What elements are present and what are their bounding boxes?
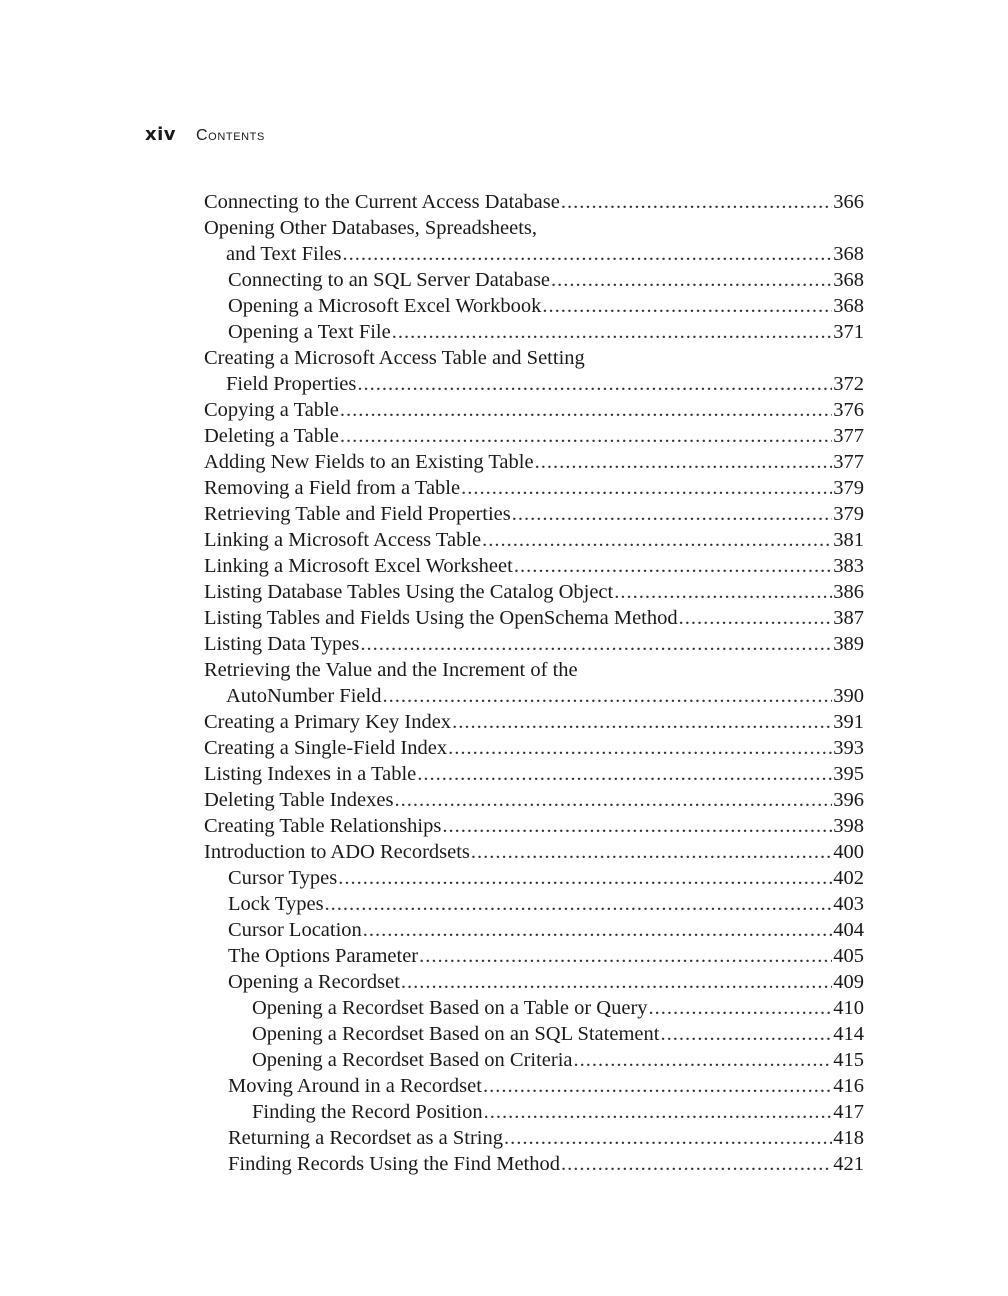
toc-entry[interactable] xyxy=(204,761,864,787)
toc-entry[interactable] xyxy=(204,1125,864,1151)
dot-leader xyxy=(338,865,832,891)
toc-entry[interactable] xyxy=(204,813,864,839)
toc-page-number: 366 xyxy=(833,191,864,213)
toc-entry[interactable] xyxy=(204,475,864,501)
toc-entry[interactable] xyxy=(204,683,864,709)
toc-page-number: 409 xyxy=(833,971,864,993)
toc-entry[interactable] xyxy=(204,839,864,865)
toc-entry[interactable] xyxy=(204,709,864,735)
dot-leader xyxy=(382,683,832,709)
toc-entry-continuation: and Text Files xyxy=(226,243,342,265)
toc-entry[interactable] xyxy=(204,423,864,449)
toc-entry-title: Deleting Table Indexes xyxy=(204,789,394,811)
toc-entry-title: Opening a Recordset Based on Criteria xyxy=(252,1049,573,1071)
toc-page-number: 368 xyxy=(833,295,864,317)
toc-page-number: 387 xyxy=(833,607,864,629)
dot-leader xyxy=(660,1021,832,1047)
toc-entry-title: Opening Other Databases, Spreadsheets, xyxy=(204,217,538,239)
toc-entry[interactable] xyxy=(204,969,864,995)
toc-entry[interactable] xyxy=(204,397,864,423)
toc-page-number: 400 xyxy=(833,841,864,863)
toc-page-number: 386 xyxy=(833,581,864,603)
toc-entry-title: Opening a Text File xyxy=(228,321,391,343)
toc-entry-title: Copying a Table xyxy=(204,399,339,421)
toc-page-number: 368 xyxy=(833,269,864,291)
toc-entry-title: Finding Records Using the Find Method xyxy=(228,1153,560,1175)
toc-entry-title: Creating Table Relationships xyxy=(204,815,442,837)
toc-entry-title: Retrieving the Value and the Increment of the xyxy=(204,659,578,681)
toc-page-number: 415 xyxy=(833,1049,864,1071)
toc-entry[interactable] xyxy=(204,553,864,579)
toc-page-number: 395 xyxy=(833,763,864,785)
toc-entry[interactable] xyxy=(204,787,864,813)
toc-page-number: 371 xyxy=(833,321,864,343)
dot-leader xyxy=(401,969,832,995)
dot-leader xyxy=(512,501,832,527)
toc-entry[interactable] xyxy=(204,293,864,319)
dot-leader xyxy=(461,475,832,501)
toc-entry-title: Opening a Recordset xyxy=(228,971,400,993)
toc-page-number: 398 xyxy=(833,815,864,837)
toc-entry[interactable] xyxy=(204,891,864,917)
dot-leader xyxy=(551,267,832,293)
toc-page-number: 381 xyxy=(833,529,864,551)
toc-entry-title: Returning a Recordset as a String xyxy=(228,1127,503,1149)
toc-entry-title: Finding the Record Position xyxy=(252,1101,483,1123)
page-number: xiv xyxy=(145,124,177,145)
table-of-contents xyxy=(204,189,864,1177)
toc-entry-title: Opening a Recordset Based on an SQL Statement xyxy=(252,1023,660,1045)
toc-page-number: 383 xyxy=(833,555,864,577)
toc-entry[interactable] xyxy=(204,527,864,553)
toc-entry-title: Adding New Fields to an Existing Table xyxy=(204,451,534,473)
toc-entry[interactable] xyxy=(204,189,864,215)
dot-leader xyxy=(561,1151,832,1177)
dot-leader xyxy=(482,527,832,553)
toc-entry-title: Cursor Types xyxy=(228,867,338,889)
dot-leader xyxy=(614,579,832,605)
dot-leader xyxy=(484,1099,833,1125)
toc-entry[interactable] xyxy=(204,1021,864,1047)
dot-leader xyxy=(542,293,832,319)
toc-entry-title: Deleting a Table xyxy=(204,425,339,447)
toc-entry-title: Linking a Microsoft Excel Worksheet xyxy=(204,555,513,577)
toc-entry-title: Listing Tables and Fields Using the OpenSchema Method xyxy=(204,607,678,629)
dot-leader xyxy=(360,631,832,657)
toc-entry[interactable] xyxy=(204,1047,864,1073)
toc-page-number: 379 xyxy=(833,477,864,499)
toc-entry-title: Connecting to the Current Access Database xyxy=(204,191,560,213)
toc-entry[interactable] xyxy=(204,1073,864,1099)
dot-leader xyxy=(342,241,832,267)
toc-entry-title: Listing Indexes in a Table xyxy=(204,763,417,785)
toc-entry[interactable] xyxy=(204,1099,864,1125)
toc-page-number: 390 xyxy=(833,685,864,707)
toc-entry[interactable] xyxy=(204,579,864,605)
toc-entry-title: Moving Around in a Recordset xyxy=(228,1075,482,1097)
toc-page-number: 402 xyxy=(833,867,864,889)
dot-leader xyxy=(448,735,832,761)
toc-page-number: 368 xyxy=(833,243,864,265)
dot-leader xyxy=(357,371,832,397)
toc-entry-title: Retrieving Table and Field Properties xyxy=(204,503,511,525)
dot-leader xyxy=(679,605,833,631)
toc-page-number: 393 xyxy=(833,737,864,759)
toc-entry[interactable] xyxy=(204,865,864,891)
dot-leader xyxy=(340,397,832,423)
dot-leader xyxy=(574,1047,833,1073)
dot-leader xyxy=(394,787,832,813)
toc-entry[interactable] xyxy=(204,995,864,1021)
toc-entry-title: Opening a Microsoft Excel Workbook xyxy=(228,295,542,317)
toc-page-number: 377 xyxy=(833,451,864,473)
toc-entry-title: Cursor Location xyxy=(228,919,362,941)
toc-entry-title: Introduction to ADO Recordsets xyxy=(204,841,470,863)
toc-page-number: 389 xyxy=(833,633,864,655)
toc-entry-title: Listing Data Types xyxy=(204,633,360,655)
toc-entry[interactable] xyxy=(204,241,864,267)
toc-page-number: 376 xyxy=(833,399,864,421)
toc-entry[interactable] xyxy=(204,735,864,761)
dot-leader xyxy=(649,995,833,1021)
dot-leader xyxy=(392,319,833,345)
toc-entry-title: Listing Database Tables Using the Catalog Object xyxy=(204,581,614,603)
toc-entry[interactable] xyxy=(204,267,864,293)
toc-entry-title: Opening a Recordset Based on a Table or Query xyxy=(252,997,648,1019)
toc-page-number: 417 xyxy=(833,1101,864,1123)
toc-page-number: 404 xyxy=(833,919,864,941)
dot-leader xyxy=(419,943,832,969)
toc-entry-title: Connecting to an SQL Server Database xyxy=(228,269,551,291)
toc-entry[interactable] xyxy=(204,1151,864,1177)
toc-page-number: 391 xyxy=(833,711,864,733)
toc-entry-title: Creating a Single-Field Index xyxy=(204,737,448,759)
toc-entry[interactable] xyxy=(204,319,864,345)
toc-entry[interactable] xyxy=(204,371,864,397)
toc-entry-title: Creating a Microsoft Access Table and Setting xyxy=(204,347,585,369)
dot-leader xyxy=(452,709,832,735)
toc-entry-continuation: Field Properties xyxy=(226,373,357,395)
toc-entry[interactable] xyxy=(204,631,864,657)
toc-entry[interactable] xyxy=(204,917,864,943)
toc-entry-title: Creating a Primary Key Index xyxy=(204,711,452,733)
running-head xyxy=(145,124,265,150)
dot-leader xyxy=(483,1073,832,1099)
toc-page-number: 403 xyxy=(833,893,864,915)
dot-leader xyxy=(504,1125,832,1151)
toc-entry-continuation: AutoNumber Field xyxy=(226,685,382,707)
toc-page-number: 377 xyxy=(833,425,864,447)
dot-leader xyxy=(325,891,833,917)
dot-leader xyxy=(561,189,832,215)
dot-leader xyxy=(340,423,832,449)
toc-page-number: 379 xyxy=(833,503,864,525)
toc-page-number: 405 xyxy=(833,945,864,967)
toc-page-number: 396 xyxy=(833,789,864,811)
toc-page-number: 414 xyxy=(833,1023,864,1045)
toc-entry-title: Linking a Microsoft Access Table xyxy=(204,529,482,551)
toc-entry-title: The Options Parameter xyxy=(228,945,419,967)
toc-entry-title: Removing a Field from a Table xyxy=(204,477,461,499)
dot-leader xyxy=(535,449,833,475)
toc-page-number: 416 xyxy=(833,1075,864,1097)
dot-leader xyxy=(442,813,832,839)
toc-page-number: 410 xyxy=(833,997,864,1019)
toc-page-number: 418 xyxy=(833,1127,864,1149)
toc-entry[interactable] xyxy=(204,943,864,969)
toc-entry[interactable] xyxy=(204,501,864,527)
toc-page-number: 421 xyxy=(833,1153,864,1175)
toc-entry-title: Lock Types xyxy=(228,893,324,915)
dot-leader xyxy=(514,553,832,579)
toc-entry[interactable] xyxy=(204,605,864,631)
dot-leader xyxy=(471,839,832,865)
dot-leader xyxy=(417,761,832,787)
section-title: Contents xyxy=(196,127,265,144)
dot-leader xyxy=(363,917,832,943)
toc-entry[interactable] xyxy=(204,449,864,475)
toc-page-number: 372 xyxy=(833,373,864,395)
